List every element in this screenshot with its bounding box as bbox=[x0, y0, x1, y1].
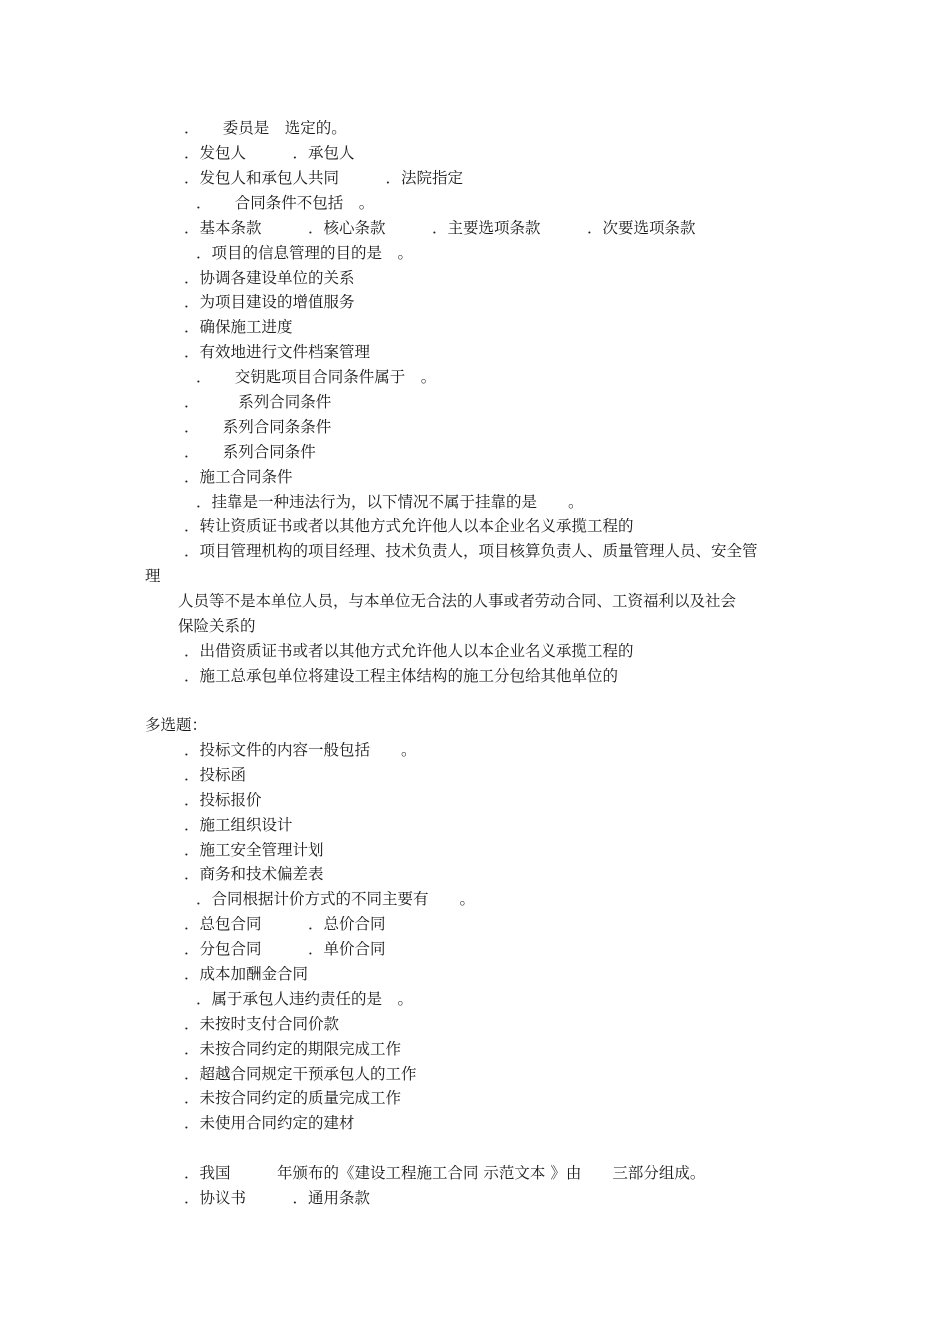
option-line: ．出借资质证书或者以其他方式允许他人以本企业名义承揽工程的 bbox=[184, 642, 634, 660]
option-line: ．协调各建设单位的关系 bbox=[184, 269, 355, 287]
question-line: ．投标文件的内容一般包括 。 bbox=[184, 741, 417, 759]
option-line: ．施工合同条件 bbox=[184, 468, 293, 486]
option-line: ．分包合同 ．单价合同 bbox=[184, 940, 386, 958]
option-line-wrap: 保险关系的 bbox=[178, 617, 256, 635]
option-line: ． 系列合同条条件 bbox=[184, 418, 332, 436]
section-heading: 多选题： bbox=[145, 716, 208, 734]
option-line: ． 系列合同条件 bbox=[184, 393, 332, 411]
question-line: ． 交钥匙项目合同条件属于 。 bbox=[196, 368, 437, 386]
option-line: ．基本条款 ．核心条款 ．主要选项条款 ．次要选项条款 bbox=[184, 219, 696, 237]
option-line: ．商务和技术偏差表 bbox=[184, 865, 324, 883]
option-line-wrap: 理 bbox=[145, 567, 161, 585]
option-line: ．为项目建设的增值服务 bbox=[184, 293, 355, 311]
option-line: ．转让资质证书或者以其他方式允许他人以本企业名义承揽工程的 bbox=[184, 517, 634, 535]
option-line: ．未按合同约定的质量完成工作 bbox=[184, 1089, 402, 1107]
question-line: ．我国 年颁布的《建设工程施工合同 示范文本 》由 三部分组成。 bbox=[184, 1164, 706, 1182]
option-line: ． 系列合同条件 bbox=[184, 443, 316, 461]
option-line: ．发包人和承包人共同 ．法院指定 bbox=[184, 169, 464, 187]
option-line: ．协议书 ．通用条款 bbox=[184, 1189, 371, 1207]
option-line: ．有效地进行文件档案管理 bbox=[184, 343, 371, 361]
question-line: ．合同根据计价方式的不同主要有 。 bbox=[196, 890, 476, 908]
option-line: ．项目管理机构的项目经理、技术负责人，项目核算负责人、质量管理人员、安全管 bbox=[184, 542, 758, 560]
option-line: ．未使用合同约定的建材 bbox=[184, 1114, 355, 1132]
question-line: ． 合同条件不包括 。 bbox=[196, 194, 375, 212]
question-line: ．挂靠是一种违法行为，以下情况不属于挂靠的是 。 bbox=[196, 493, 584, 511]
option-line: ．施工安全管理计划 bbox=[184, 841, 324, 859]
option-line: ．施工总承包单位将建设工程主体结构的施工分包给其他单位的 bbox=[184, 667, 619, 685]
question-line: ． 委员是 选定的。 bbox=[184, 119, 347, 137]
option-line: ．发包人 ．承包人 bbox=[184, 144, 355, 162]
option-line: ．成本加酬金合同 bbox=[184, 965, 309, 983]
option-line: ．超越合同规定干预承包人的工作 bbox=[184, 1065, 417, 1083]
question-line: ．项目的信息管理的目的是 。 bbox=[196, 244, 414, 262]
option-line: ．未按合同约定的期限完成工作 bbox=[184, 1040, 402, 1058]
option-line: ．投标报价 bbox=[184, 791, 262, 809]
option-line: ．施工组织设计 bbox=[184, 816, 293, 834]
option-line: ．总包合同 ．总价合同 bbox=[184, 915, 386, 933]
option-line: ．投标函 bbox=[184, 766, 247, 784]
option-line-wrap: 人员等不是本单位人员，与本单位无合法的人事或者劳动合同、工资福利以及社会 bbox=[178, 592, 737, 610]
question-line: ．属于承包人违约责任的是 。 bbox=[196, 990, 414, 1008]
option-line: ．未按时支付合同价款 bbox=[184, 1015, 340, 1033]
option-line: ．确保施工进度 bbox=[184, 318, 293, 336]
